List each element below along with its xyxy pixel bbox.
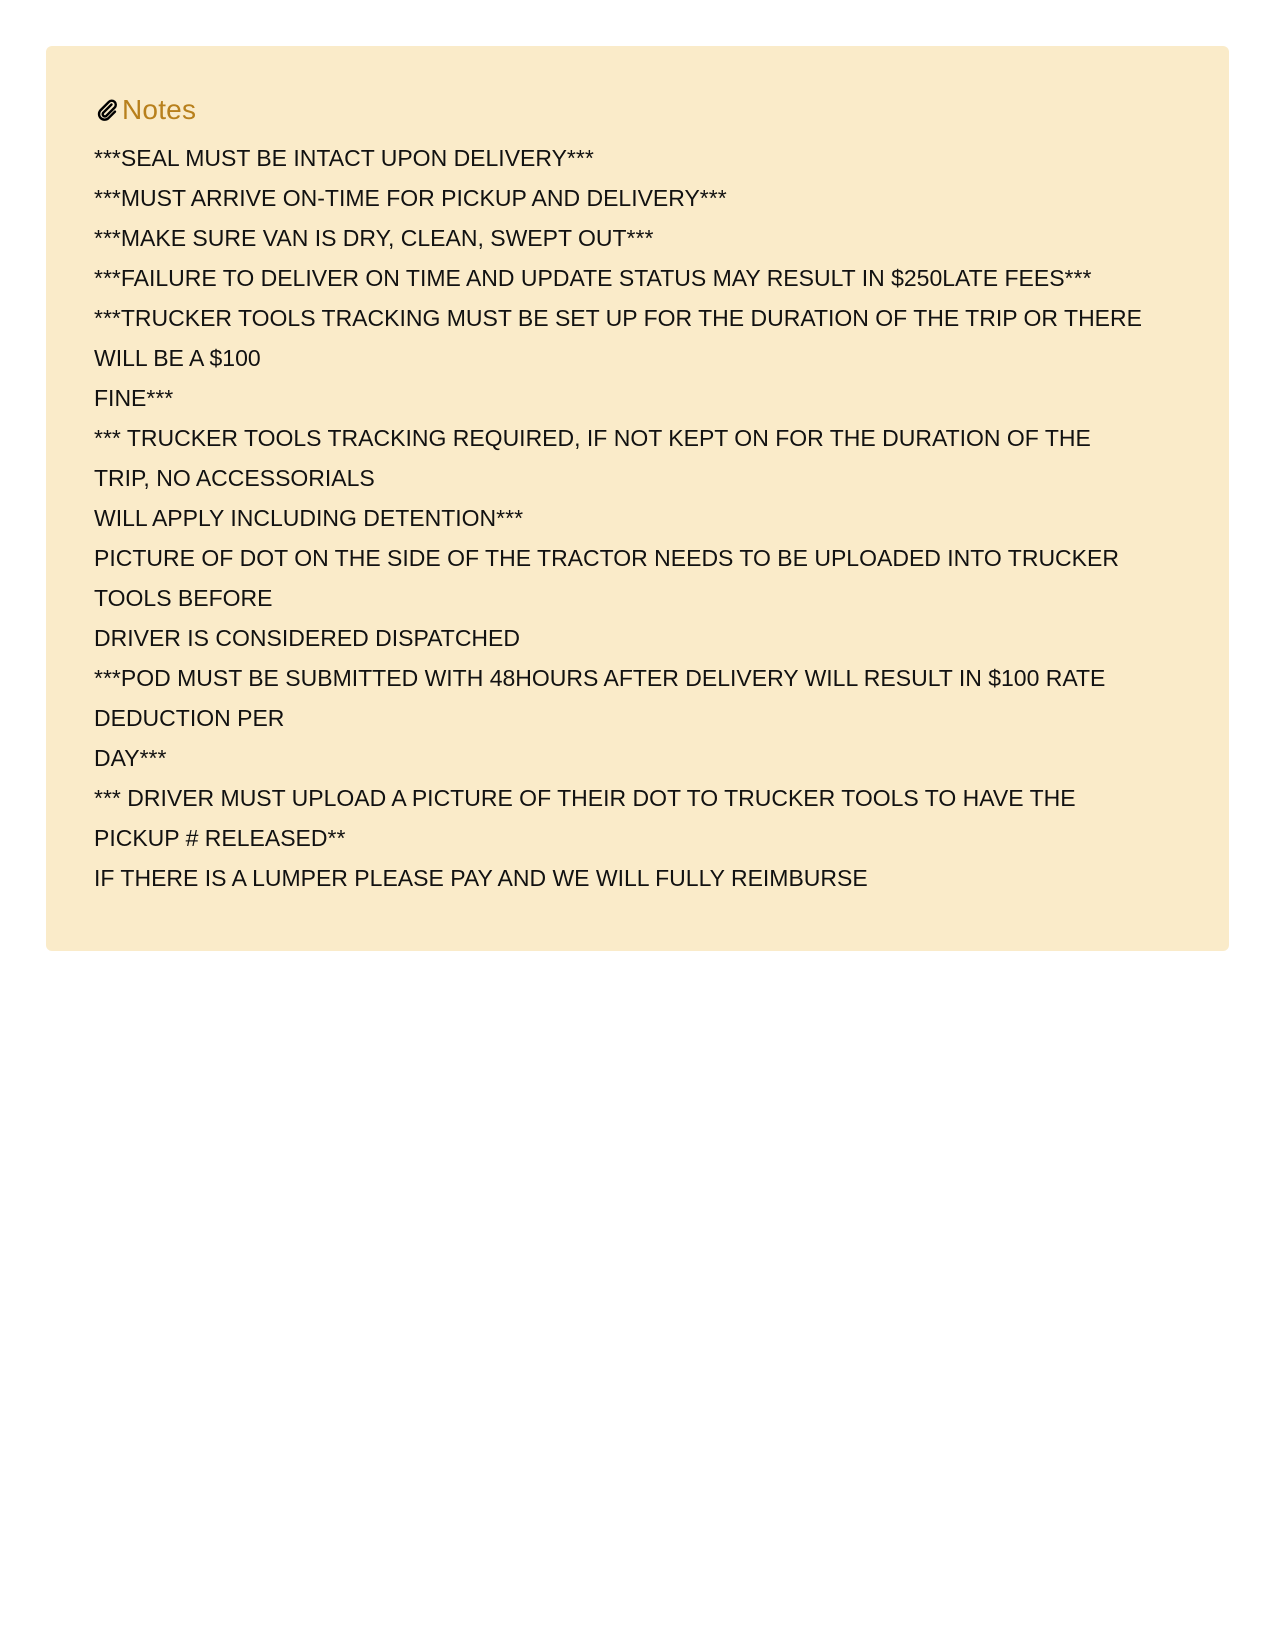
note-line: DAY*** <box>94 745 167 771</box>
note-line: *** DRIVER MUST UPLOAD A PICTURE OF THEIR DOT TO TRUCKER TOOLS TO HAVE THE <box>94 785 1076 811</box>
note-line: PICKUP # RELEASED** <box>94 825 346 851</box>
note-line: TRIP, NO ACCESSORIALS <box>94 465 375 491</box>
note-line: *** TRUCKER TOOLS TRACKING REQUIRED, IF NOT KEPT ON FOR THE DURATION OF THE <box>94 425 1091 451</box>
notes-body <box>94 138 1183 898</box>
note-line: FINE*** <box>94 385 174 411</box>
notes-card <box>46 46 1229 951</box>
paperclip-icon <box>94 97 120 123</box>
note-line: WILL APPLY INCLUDING DETENTION*** <box>94 505 524 531</box>
note-line: ***TRUCKER TOOLS TRACKING MUST BE SET UP FOR THE DURATION OF THE TRIP OR THERE <box>94 305 1142 331</box>
note-line: ***FAILURE TO DELIVER ON TIME AND UPDATE STATUS MAY RESULT IN $250LATE FEES*** <box>94 265 1092 291</box>
note-line: TOOLS BEFORE <box>94 585 273 611</box>
notes-header <box>94 90 1183 130</box>
note-line: ***MUST ARRIVE ON-TIME FOR PICKUP AND DELIVERY*** <box>94 185 727 211</box>
notes-title: Notes <box>122 94 197 125</box>
note-line: PICTURE OF DOT ON THE SIDE OF THE TRACTOR NEEDS TO BE UPLOADED INTO TRUCKER <box>94 545 1119 571</box>
note-line: WILL BE A $100 <box>94 345 261 371</box>
note-line: DEDUCTION PER <box>94 705 285 731</box>
note-line: ***POD MUST BE SUBMITTED WITH 48HOURS AFTER DELIVERY WILL RESULT IN $100 RATE <box>94 665 1106 691</box>
note-line: ***MAKE SURE VAN IS DRY, CLEAN, SWEPT OUT*** <box>94 225 654 251</box>
note-line: DRIVER IS CONSIDERED DISPATCHED <box>94 625 520 651</box>
note-line: IF THERE IS A LUMPER PLEASE PAY AND WE WILL FULLY REIMBURSE <box>94 865 868 891</box>
note-line: ***SEAL MUST BE INTACT UPON DELIVERY*** <box>94 145 594 171</box>
